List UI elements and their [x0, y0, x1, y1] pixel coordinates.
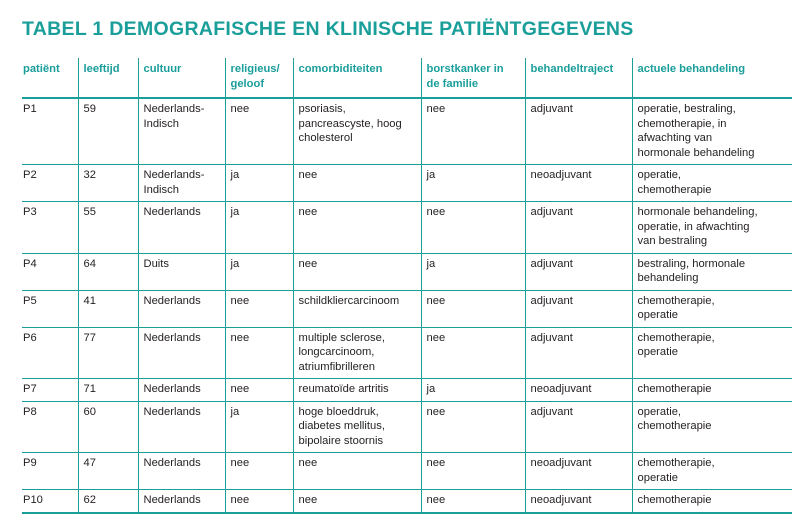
- cell-culture: Nederlands: [138, 453, 225, 490]
- cell-treatment: chemotherapie: [632, 490, 792, 513]
- cell-culture: Duits: [138, 253, 225, 290]
- table-row: [22, 327, 792, 379]
- cell-trajectory: adjuvant: [525, 202, 632, 254]
- cell-trajectory: neoadjuvant: [525, 165, 632, 202]
- table-title: TABEL 1 DEMOGRAFISCHE EN KLINISCHE PATIËNTGEGEVENS: [22, 18, 634, 40]
- cell-culture: Nederlands: [138, 379, 225, 402]
- cell-patient: P3: [22, 202, 78, 254]
- cell-culture: Nederlands: [138, 401, 225, 453]
- cell-family-history: nee: [421, 401, 525, 453]
- cell-culture: Nederlands- Indisch: [138, 98, 225, 165]
- cell-family-history: nee: [421, 453, 525, 490]
- cell-culture: Nederlands- Indisch: [138, 165, 225, 202]
- cell-comorbidities: hoge bloeddruk, diabetes mellitus, bipolaire stoornis: [293, 401, 421, 453]
- cell-comorbidities: multiple sclerose, longcarcinoom, atriumfibrilleren: [293, 327, 421, 379]
- cell-treatment: operatie, chemotherapie: [632, 165, 792, 202]
- cell-comorbidities: nee: [293, 202, 421, 254]
- cell-age: 32: [78, 165, 138, 202]
- cell-comorbidities: reumatoïde artritis: [293, 379, 421, 402]
- cell-age: 47: [78, 453, 138, 490]
- cell-treatment: hormonale behandeling, operatie, in afwachting van bestraling: [632, 202, 792, 254]
- cell-culture: Nederlands: [138, 290, 225, 327]
- cell-treatment: operatie, chemotherapie: [632, 401, 792, 453]
- cell-patient: P9: [22, 453, 78, 490]
- cell-patient: P10: [22, 490, 78, 513]
- header-comorbidities: comorbiditeiten: [293, 58, 421, 98]
- cell-trajectory: neoadjuvant: [525, 453, 632, 490]
- cell-culture: Nederlands: [138, 490, 225, 513]
- cell-family-history: nee: [421, 490, 525, 513]
- table-row: [22, 165, 792, 202]
- table-row: [22, 453, 792, 490]
- cell-comorbidities: psoriasis, pancreascyste, hoog cholesterol: [293, 98, 421, 165]
- header-culture: cultuur: [138, 58, 225, 98]
- cell-treatment: chemotherapie, operatie: [632, 327, 792, 379]
- cell-family-history: nee: [421, 327, 525, 379]
- cell-treatment: chemotherapie, operatie: [632, 290, 792, 327]
- table-row: [22, 379, 792, 402]
- header-age: leeftijd: [78, 58, 138, 98]
- header-trajectory: behandeltraject: [525, 58, 632, 98]
- cell-age: 55: [78, 202, 138, 254]
- cell-comorbidities: nee: [293, 453, 421, 490]
- cell-family-history: nee: [421, 202, 525, 254]
- cell-religion: nee: [225, 290, 293, 327]
- cell-religion: ja: [225, 253, 293, 290]
- table-row: [22, 202, 792, 254]
- cell-patient: P1: [22, 98, 78, 165]
- cell-treatment: chemotherapie, operatie: [632, 453, 792, 490]
- cell-age: 64: [78, 253, 138, 290]
- header-family-history: borstkanker in de familie: [421, 58, 525, 98]
- cell-culture: Nederlands: [138, 327, 225, 379]
- header-treatment: actuele behandeling: [632, 58, 792, 98]
- cell-family-history: ja: [421, 379, 525, 402]
- cell-trajectory: neoadjuvant: [525, 379, 632, 402]
- cell-culture: Nederlands: [138, 202, 225, 254]
- cell-family-history: ja: [421, 253, 525, 290]
- cell-patient: P7: [22, 379, 78, 402]
- table-row: [22, 253, 792, 290]
- cell-family-history: nee: [421, 290, 525, 327]
- cell-trajectory: adjuvant: [525, 290, 632, 327]
- cell-religion: ja: [225, 202, 293, 254]
- cell-patient: P6: [22, 327, 78, 379]
- cell-age: 71: [78, 379, 138, 402]
- table-row: [22, 490, 792, 513]
- table-row: [22, 98, 792, 165]
- cell-trajectory: neoadjuvant: [525, 490, 632, 513]
- table-row: [22, 290, 792, 327]
- cell-patient: P4: [22, 253, 78, 290]
- cell-trajectory: adjuvant: [525, 327, 632, 379]
- cell-family-history: ja: [421, 165, 525, 202]
- cell-treatment: bestraling, hormonale behandeling: [632, 253, 792, 290]
- cell-family-history: nee: [421, 98, 525, 165]
- cell-treatment: chemotherapie: [632, 379, 792, 402]
- cell-comorbidities: nee: [293, 165, 421, 202]
- cell-religion: nee: [225, 453, 293, 490]
- cell-trajectory: adjuvant: [525, 401, 632, 453]
- cell-age: 62: [78, 490, 138, 513]
- cell-religion: nee: [225, 327, 293, 379]
- patient-data-table: [22, 58, 792, 514]
- cell-religion: nee: [225, 490, 293, 513]
- cell-age: 59: [78, 98, 138, 165]
- cell-religion: nee: [225, 379, 293, 402]
- header-religion: religieus/ geloof: [225, 58, 293, 98]
- cell-religion: ja: [225, 401, 293, 453]
- cell-patient: P2: [22, 165, 78, 202]
- cell-comorbidities: nee: [293, 490, 421, 513]
- cell-religion: ja: [225, 165, 293, 202]
- cell-age: 60: [78, 401, 138, 453]
- cell-trajectory: adjuvant: [525, 98, 632, 165]
- cell-patient: P5: [22, 290, 78, 327]
- cell-religion: nee: [225, 98, 293, 165]
- cell-comorbidities: schildkliercarcinoom: [293, 290, 421, 327]
- cell-treatment: operatie, bestraling, chemotherapie, in afwachting van hormonale behandeling: [632, 98, 792, 165]
- cell-age: 41: [78, 290, 138, 327]
- cell-patient: P8: [22, 401, 78, 453]
- cell-trajectory: adjuvant: [525, 253, 632, 290]
- cell-comorbidities: nee: [293, 253, 421, 290]
- header-patient: patiënt: [22, 58, 78, 98]
- cell-age: 77: [78, 327, 138, 379]
- header-row: [22, 58, 792, 98]
- table-row: [22, 401, 792, 453]
- table-body: [22, 98, 792, 513]
